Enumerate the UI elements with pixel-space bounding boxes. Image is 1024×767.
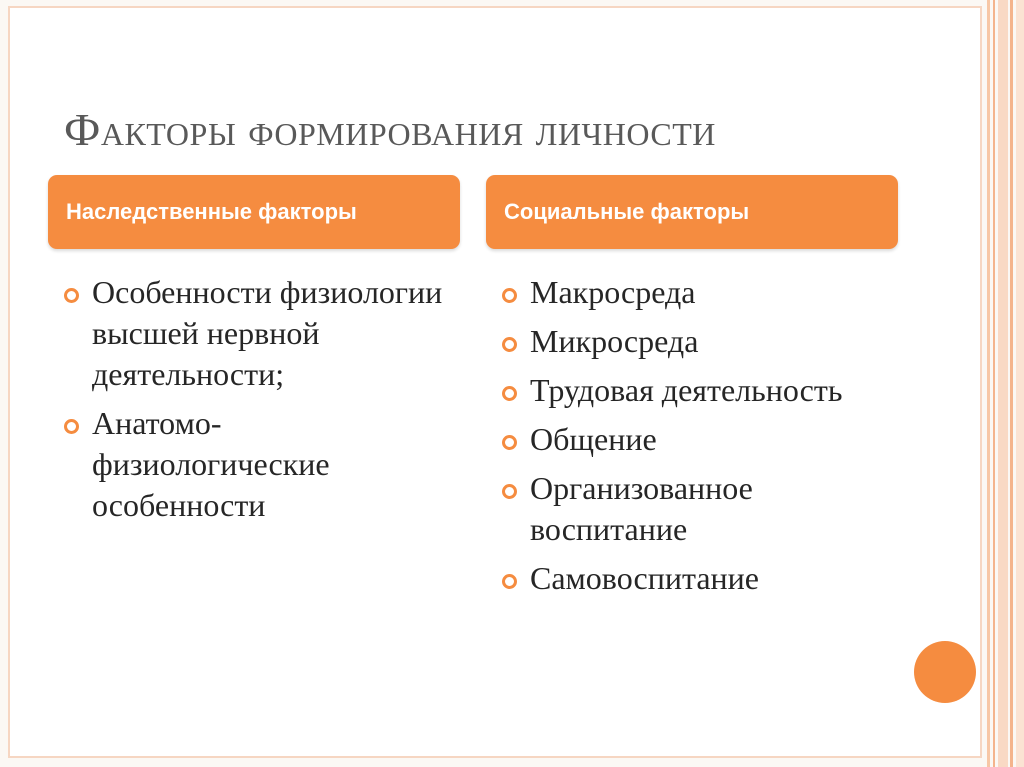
decorative-stripe xyxy=(1010,0,1013,767)
orange-ring-bullet-icon xyxy=(502,574,517,589)
orange-circle-icon xyxy=(914,641,976,703)
orange-ring-bullet-icon xyxy=(502,484,517,499)
header-social-factors xyxy=(486,175,898,249)
list-item-text: Самовоспитание xyxy=(530,560,759,596)
header-label: Наследственные факторы xyxy=(66,199,357,224)
list-item xyxy=(64,403,454,526)
decorative-stripe xyxy=(993,0,995,767)
slide-title: Факторы формирования личности xyxy=(64,104,716,155)
orange-ring-bullet-icon xyxy=(502,386,517,401)
decorative-stripe xyxy=(987,0,990,767)
list-item-text: Микросреда xyxy=(530,323,699,359)
list-item xyxy=(502,321,902,362)
orange-ring-bullet-icon xyxy=(64,288,79,303)
social-factors-list xyxy=(502,272,902,607)
hereditary-factors-list xyxy=(64,272,454,534)
list-item-text: Макросреда xyxy=(530,274,696,310)
list-item-text: Трудовая деятельность xyxy=(530,372,843,408)
list-item-text: Общение xyxy=(530,421,657,457)
header-hereditary-factors xyxy=(48,175,460,249)
orange-ring-bullet-icon xyxy=(64,419,79,434)
list-item xyxy=(502,468,902,550)
decorative-stripe xyxy=(998,0,1008,767)
orange-ring-bullet-icon xyxy=(502,288,517,303)
list-item xyxy=(502,419,902,460)
orange-ring-bullet-icon xyxy=(502,337,517,352)
list-item-text: Организованное воспитание xyxy=(530,470,753,547)
list-item-text: Анатомо-физиологические особенности xyxy=(92,405,330,523)
orange-ring-bullet-icon xyxy=(502,435,517,450)
list-item xyxy=(64,272,454,395)
decorative-stripe xyxy=(1016,0,1024,767)
list-item xyxy=(502,558,902,599)
list-item xyxy=(502,272,902,313)
list-item xyxy=(502,370,902,411)
list-item-text: Особенности физиологии высшей нервной деятельности; xyxy=(92,274,443,392)
header-label: Социальные факторы xyxy=(504,199,750,224)
